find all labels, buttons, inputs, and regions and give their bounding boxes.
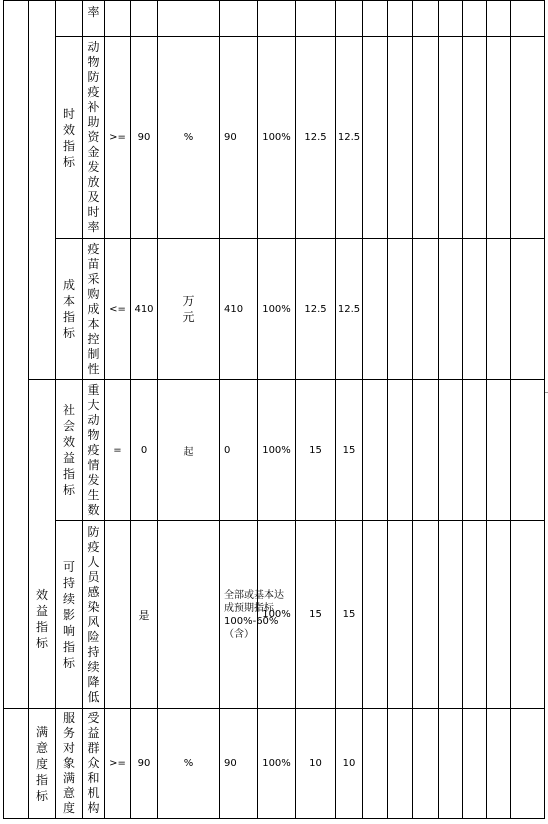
level1-label: 满意度指标 <box>36 724 49 803</box>
unit-cell <box>158 521 220 709</box>
score-cell: 12.5 <box>336 239 363 380</box>
target-cell: 是 <box>131 521 158 709</box>
target-cell: 90 <box>131 709 158 819</box>
actual-cell: 0 <box>220 380 258 521</box>
level1-cell <box>29 380 56 709</box>
indicator-cell <box>83 709 105 819</box>
weight-cell: 15 <box>296 380 336 521</box>
level2-label: 可持续影响指标 <box>63 559 76 670</box>
indicator-label: 防疫人员感染风险持续降低 <box>87 524 100 704</box>
table-row <box>4 709 545 819</box>
target-cell: 410 <box>131 239 158 380</box>
unit-cell: % <box>158 709 220 819</box>
level2-cell <box>56 709 83 819</box>
indicator-label: 疫苗采购成本控制性 <box>87 241 100 376</box>
weight-cell: 15 <box>296 521 336 709</box>
indicator-label: 受益群众和机构 <box>87 711 100 815</box>
operator-cell: >= <box>105 37 131 239</box>
indicator-cell <box>83 521 105 709</box>
actual-label: 全部或基本达成预期指标100%-60%（含） <box>224 589 284 640</box>
operator-cell <box>105 521 131 709</box>
level2-cell <box>56 37 83 239</box>
indicator-cell <box>83 1 105 37</box>
table-row <box>4 37 545 239</box>
indicator-cell <box>83 239 105 380</box>
unit-label: 万元 <box>182 294 195 324</box>
table-row <box>4 380 545 521</box>
level2-label: 社会效益指标 <box>63 403 76 497</box>
level2-label: 服务对象满意度 <box>62 711 75 815</box>
level2-cell <box>56 380 83 521</box>
target-cell: 90 <box>131 37 158 239</box>
unit-cell: % <box>158 37 220 239</box>
level2-cell <box>56 239 83 380</box>
indicator-cell <box>83 37 105 239</box>
unit-cell <box>158 239 220 380</box>
score-cell: 15 <box>336 521 363 709</box>
level1-cell-blank <box>4 1 29 709</box>
indicator-label: 重大动物疫情发生数 <box>87 382 100 517</box>
rate-cell: 100% <box>258 709 296 819</box>
level1-cell <box>29 709 56 819</box>
target-cell: 0 <box>131 380 158 521</box>
operator-cell: = <box>105 380 131 521</box>
rate-cell: 100% <box>258 380 296 521</box>
table-row <box>4 1 545 37</box>
score-cell: 15 <box>336 380 363 521</box>
unit-cell: 起 <box>158 380 220 521</box>
table-row <box>4 239 545 380</box>
rate-cell: 100% <box>258 521 296 709</box>
weight-cell: 10 <box>296 709 336 819</box>
indicator-label: 动物防疫补助资金发放及时率 <box>87 40 100 234</box>
rate-cell: 100% <box>258 37 296 239</box>
score-cell: 10 <box>336 709 363 819</box>
table-row <box>4 521 545 709</box>
weight-cell: 12.5 <box>296 239 336 380</box>
actual-cell: 90 <box>220 709 258 819</box>
level2-cell <box>56 1 83 37</box>
weight-cell: 12.5 <box>296 37 336 239</box>
level2-label: 成本指标 <box>63 278 76 340</box>
rate-cell: 100% <box>258 239 296 380</box>
operator-cell: <= <box>105 239 131 380</box>
actual-cell: 90 <box>220 37 258 239</box>
level1-cell-blank-2 <box>29 1 56 380</box>
actual-cell <box>220 521 284 709</box>
actual-cell: 410 <box>220 239 258 380</box>
level2-label: 时效指标 <box>63 106 76 169</box>
performance-table <box>3 0 545 819</box>
indicator-cell <box>83 380 105 521</box>
indicator-label: 率 <box>87 5 100 19</box>
level1-label: 效益指标 <box>36 588 49 650</box>
score-cell: 12.5 <box>336 37 363 239</box>
operator-cell: >= <box>105 709 131 819</box>
level2-cell <box>56 521 83 709</box>
